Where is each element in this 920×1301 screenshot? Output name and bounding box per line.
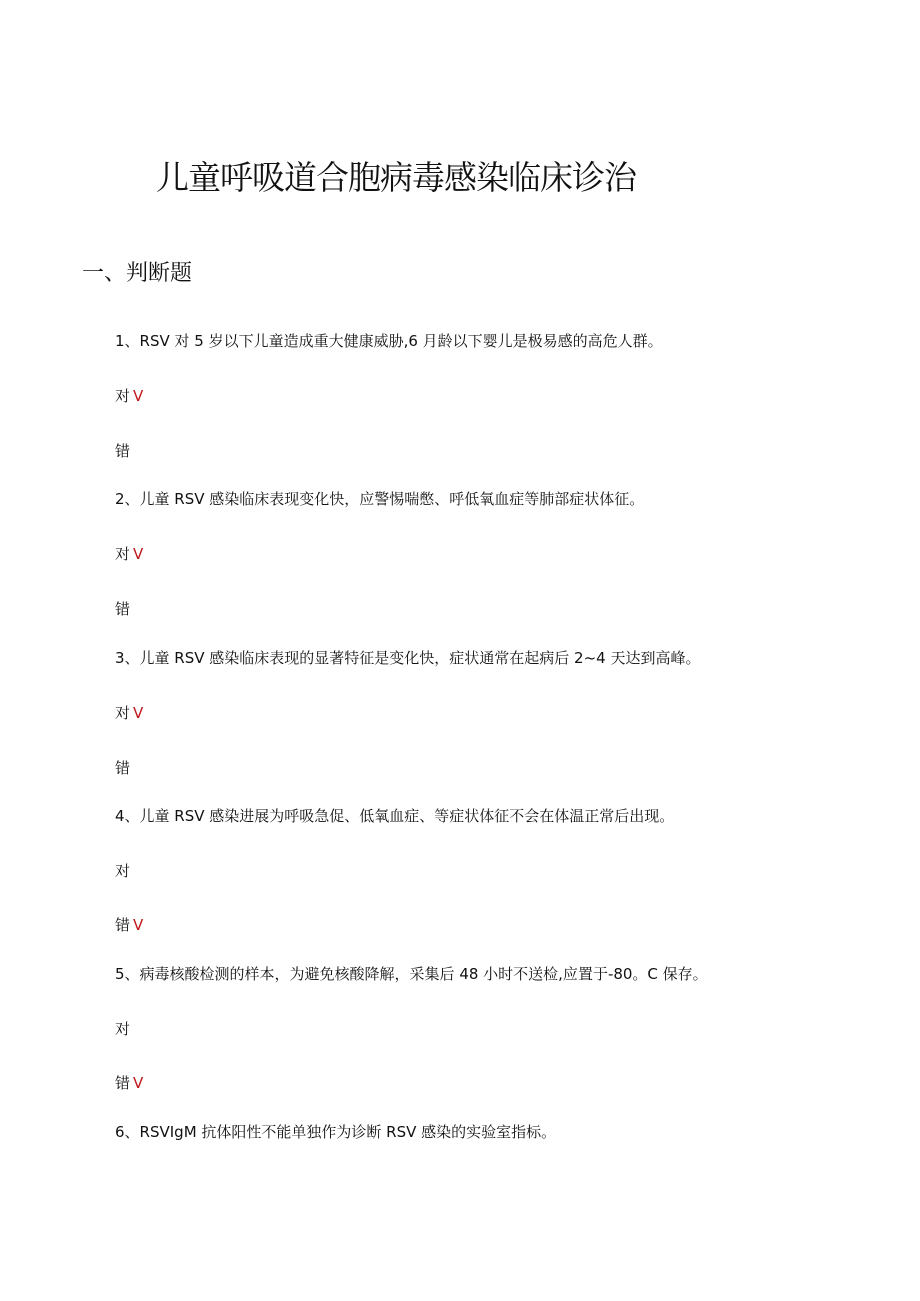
option-label: 对 <box>115 704 131 722</box>
question-text: 2、儿童 RSV 感染临床表现变化快，应警惕喘憋、呼低氧血症等肺部症状体征。 <box>115 490 645 508</box>
check-mark: V <box>133 1074 144 1092</box>
check-mark: V <box>133 387 144 405</box>
document-title: 儿童呼吸道合胞病毒感染临床诊治 <box>156 158 636 197</box>
option-label: 对 <box>115 862 131 880</box>
question-text: 4、儿童 RSV 感染进展为呼吸急促、低氧血症、等症状体征不会在体温正常后出现。 <box>115 807 675 825</box>
option-label: 对 <box>115 1020 131 1038</box>
check-mark: V <box>133 704 144 722</box>
option-label: 对 <box>115 387 131 405</box>
option-false <box>115 914 143 936</box>
question-text: 5、病毒核酸检测的样本，为避免核酸降解，采集后 48 小时不送检,应置于-80。C 保存。 <box>115 965 708 983</box>
option-true <box>115 385 143 407</box>
check-mark: V <box>133 545 144 563</box>
option-true <box>115 702 143 724</box>
option-label: 对 <box>115 545 131 563</box>
question-text: 3、儿童 RSV 感染临床表现的显著特征是变化快，症状通常在起病后 2~4 天达到高峰。 <box>115 649 701 667</box>
section-heading: 一、判断题 <box>82 261 193 286</box>
option-false <box>115 440 130 462</box>
option-label: 错 <box>115 442 131 460</box>
option-label: 错 <box>115 600 131 618</box>
option-label: 错 <box>115 759 131 777</box>
option-false <box>115 598 130 620</box>
option-false <box>115 757 130 779</box>
option-false <box>115 1072 143 1094</box>
option-true <box>115 860 130 882</box>
option-label: 错 <box>115 916 131 934</box>
question-text: 1、RSV 对 5 岁以下儿童造成重大健康威胁,6 月龄以下婴儿是极易感的高危人群。 <box>115 332 663 350</box>
question-text: 6、RSVIgM 抗体阳性不能单独作为诊断 RSV 感染的实验室指标。 <box>115 1123 557 1141</box>
option-true <box>115 1018 130 1040</box>
option-true <box>115 543 143 565</box>
check-mark: V <box>133 916 144 934</box>
option-label: 错 <box>115 1074 131 1092</box>
